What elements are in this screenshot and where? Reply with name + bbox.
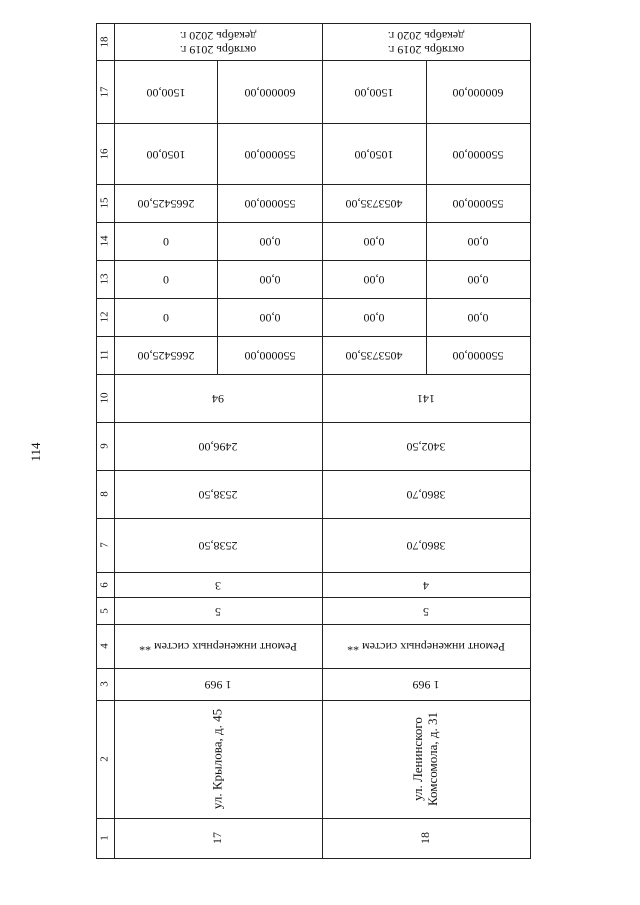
c17-value-a: 600000,00 <box>244 85 295 100</box>
table-rule <box>217 60 218 374</box>
c15-value-a: 550000,00 <box>452 196 504 211</box>
c16-value-a: 550000,00 <box>244 147 295 162</box>
c12-value-b: 0,00 <box>363 310 385 325</box>
area-living-cell: 3860,70 <box>406 487 446 502</box>
area-residential-cell: 2496,00 <box>198 439 238 454</box>
column-number-1: 1 <box>98 835 111 841</box>
table-rule <box>96 422 530 423</box>
c16-value-b: 1050,00 <box>354 147 394 162</box>
table-rule <box>96 298 530 299</box>
entrances-cell: 3 <box>215 578 221 593</box>
table-rule <box>96 700 530 701</box>
cost-total-b: 2665425,00 <box>137 348 194 363</box>
area-total-cell: 2538,50 <box>198 538 238 553</box>
c13-value-b: 0,00 <box>363 272 385 287</box>
table-rule <box>96 23 530 24</box>
area-residential-cell: 3402,50 <box>406 439 446 454</box>
year-cell: 1 969 <box>204 677 232 692</box>
column-number-7: 7 <box>98 542 111 548</box>
c16-value-b: 1050,00 <box>146 147 185 162</box>
table-rule <box>96 668 530 669</box>
column-number-5: 5 <box>98 607 111 614</box>
column-number-6: 6 <box>98 581 111 588</box>
c14-value-b: 0 <box>162 234 169 249</box>
table-rule <box>426 60 427 374</box>
area-total-cell: 3860,70 <box>406 538 446 553</box>
work-type-cell: Ремонт инженерных систем ** <box>139 639 297 654</box>
column-number-18: 18 <box>98 36 111 47</box>
table-rule <box>96 260 530 261</box>
table-rule <box>322 23 323 858</box>
c13-value-a: 0,00 <box>259 272 280 287</box>
c17-value-b: 1500,00 <box>146 85 185 100</box>
c17-value-a: 600000,00 <box>452 85 504 100</box>
c14-value-a: 0,00 <box>467 234 489 249</box>
c12-value-b: 0 <box>162 310 169 325</box>
table-rule <box>96 222 530 223</box>
table-rule <box>96 818 530 819</box>
table-rule <box>96 624 530 625</box>
table-rule <box>96 518 530 519</box>
c16-value-a: 550000,00 <box>452 147 504 162</box>
table-rule <box>96 123 530 124</box>
table-rule <box>114 23 115 858</box>
table-rule <box>96 858 531 859</box>
column-number-12: 12 <box>98 311 111 323</box>
c15-value-a: 550000,00 <box>244 196 295 211</box>
c13-value-b: 0 <box>162 272 169 287</box>
column-number-14: 14 <box>98 235 111 247</box>
c12-value-a: 0,00 <box>467 310 489 325</box>
cost-total-b: 4053735,00 <box>345 348 403 363</box>
row-number-cell: 18 <box>418 832 433 844</box>
column-number-3: 3 <box>98 681 111 687</box>
column-number-2: 2 <box>98 756 111 762</box>
period-cell: октябрь 2019 г. декабрь 2020 г. <box>179 28 257 57</box>
c15-value-b: 4053735,00 <box>345 196 403 211</box>
entrances-cell: 4 <box>423 578 429 593</box>
table-rule <box>96 60 530 61</box>
cost-total-a: 550000,00 <box>452 348 504 363</box>
column-number-9: 9 <box>98 443 111 449</box>
year-cell: 1 969 <box>412 677 440 692</box>
address-cell: ул. Крылова, д. 45 <box>209 708 225 810</box>
c13-value-a: 0,00 <box>467 272 489 287</box>
table-rule <box>96 597 530 598</box>
work-type-cell: Ремонт инженерных систем ** <box>347 639 505 654</box>
table-rule <box>530 23 531 859</box>
cost-total-a: 550000,00 <box>244 348 295 363</box>
table-rule <box>96 470 530 471</box>
column-number-11: 11 <box>98 349 111 361</box>
table-rule <box>96 336 530 337</box>
residents-cell: 94 <box>212 391 224 406</box>
column-number-13: 13 <box>98 273 111 285</box>
row-number-cell: 17 <box>210 832 225 844</box>
address-cell: ул. Ленинского Комсомола, д. 31 <box>410 712 440 806</box>
c12-value-a: 0,00 <box>259 310 280 325</box>
table-rule <box>96 184 530 185</box>
floors-cell: 5 <box>423 604 429 619</box>
page-number: 114 <box>28 442 43 462</box>
column-number-17: 17 <box>98 86 111 97</box>
period-cell: октябрь 2019 г. декабрь 2020 г. <box>387 28 465 57</box>
c17-value-b: 1500,00 <box>354 85 394 100</box>
table-rule <box>96 572 530 573</box>
column-number-10: 10 <box>98 392 111 404</box>
column-number-8: 8 <box>98 491 111 497</box>
column-number-15: 15 <box>98 197 111 209</box>
table-rule <box>96 374 530 375</box>
c14-value-a: 0,00 <box>259 234 280 249</box>
column-number-4: 4 <box>98 643 111 649</box>
column-number-16: 16 <box>98 148 111 159</box>
residents-cell: 141 <box>417 391 435 406</box>
floors-cell: 5 <box>215 604 221 619</box>
area-living-cell: 2538,50 <box>198 487 238 502</box>
table-rule <box>96 23 97 858</box>
c15-value-b: 2665425,00 <box>137 196 194 211</box>
c14-value-b: 0,00 <box>363 234 385 249</box>
